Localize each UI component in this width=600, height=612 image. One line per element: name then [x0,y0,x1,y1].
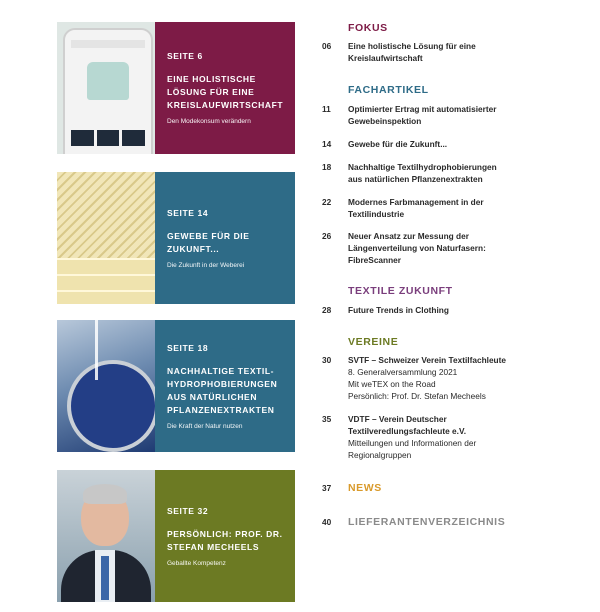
teaser-card-persoenlich[interactable] [57,470,295,602]
toc-entry[interactable]: 11 Optimierter Ertrag mit automatisierter Gewebeinspektion [322,104,497,126]
phone-shop-image [57,22,155,154]
card-title: GEWEBE FÜR DIE ZUKUNFT... [167,230,250,254]
section-heading-fokus: FOKUS [348,22,388,34]
card-page-number: SEITE 32 [167,505,209,516]
teaser-card-hydrophobierung[interactable] [57,320,295,452]
card-page-number: SEITE 14 [167,207,209,218]
water-repellent-fabric-image [57,320,155,452]
toc-entry-lieferantenverzeichnis[interactable]: 40 LIEFERANTENVERZEICHNIS [322,516,506,528]
toc-entry[interactable]: 14 Gewebe für die Zukunft... [322,139,448,149]
card-title: EINE HOLISTISCHE LÖSUNG FÜR EINE KREISLAUFWIRTSCHAFT [167,74,284,110]
toc-entry[interactable]: 26 Neuer Ansatz zur Messung der Längenverteilung von Naturfasern: FibreScanner [322,231,486,265]
card-subtitle: Die Kraft der Natur nutzen [167,422,243,430]
card-subtitle: Die Zukunft in der Weberei [167,261,245,269]
toc-entry[interactable]: 18 Nachhaltige Textilhydrophobierungen aus natürlichen Pflanzenextrakten [322,162,497,184]
card-title: NACHHALTIGE TEXTIL- HYDROPHOBIERUNGEN AUS NATÜRLICHEN PFLANZENEXTRAKTEN [167,365,278,415]
toc-entry[interactable]: 30 SVTF – Schweizer Verein Textilfachleute 8. Generalversammlung 2021 Mit weTEX on the Road Persönlich: Prof. Dr. Stefan Mecheels [322,355,507,401]
teaser-card-kreislaufwirtschaft[interactable] [57,22,295,154]
section-heading-textile-zukunft: TEXTILE ZUKUNFT [348,285,453,297]
section-heading-fachartikel: FACHARTIKEL [348,84,429,96]
section-heading-vereine: VEREINE [348,336,399,348]
woven-fabric-image [57,172,155,304]
card-page-number: SEITE 6 [167,51,203,61]
card-title: PERSÖNLICH: PROF. DR. STEFAN MECHEELS [167,528,283,552]
toc-entry[interactable]: 35 VDTF – Verein Deutscher Textilveredlungsfachleute e.V. Mitteilungen und Informationen der Regionalgruppen [322,414,477,460]
portrait-image [57,470,155,602]
card-subtitle: Geballte Kompetenz [167,559,226,567]
toc-entry[interactable]: 06 Eine holistische Lösung für eine Kreislaufwirtschaft [322,41,476,63]
teaser-card-gewebe[interactable] [57,172,295,304]
toc-entry-news[interactable]: 37 NEWS [322,482,382,494]
toc-entry[interactable]: 28 Future Trends in Clothing [322,305,449,315]
toc-entry[interactable]: 22 Modernes Farbmanagement in der Textilindustrie [322,197,484,219]
card-subtitle: Den Modekonsum verändern [167,118,251,125]
card-page-number: SEITE 18 [167,342,209,353]
